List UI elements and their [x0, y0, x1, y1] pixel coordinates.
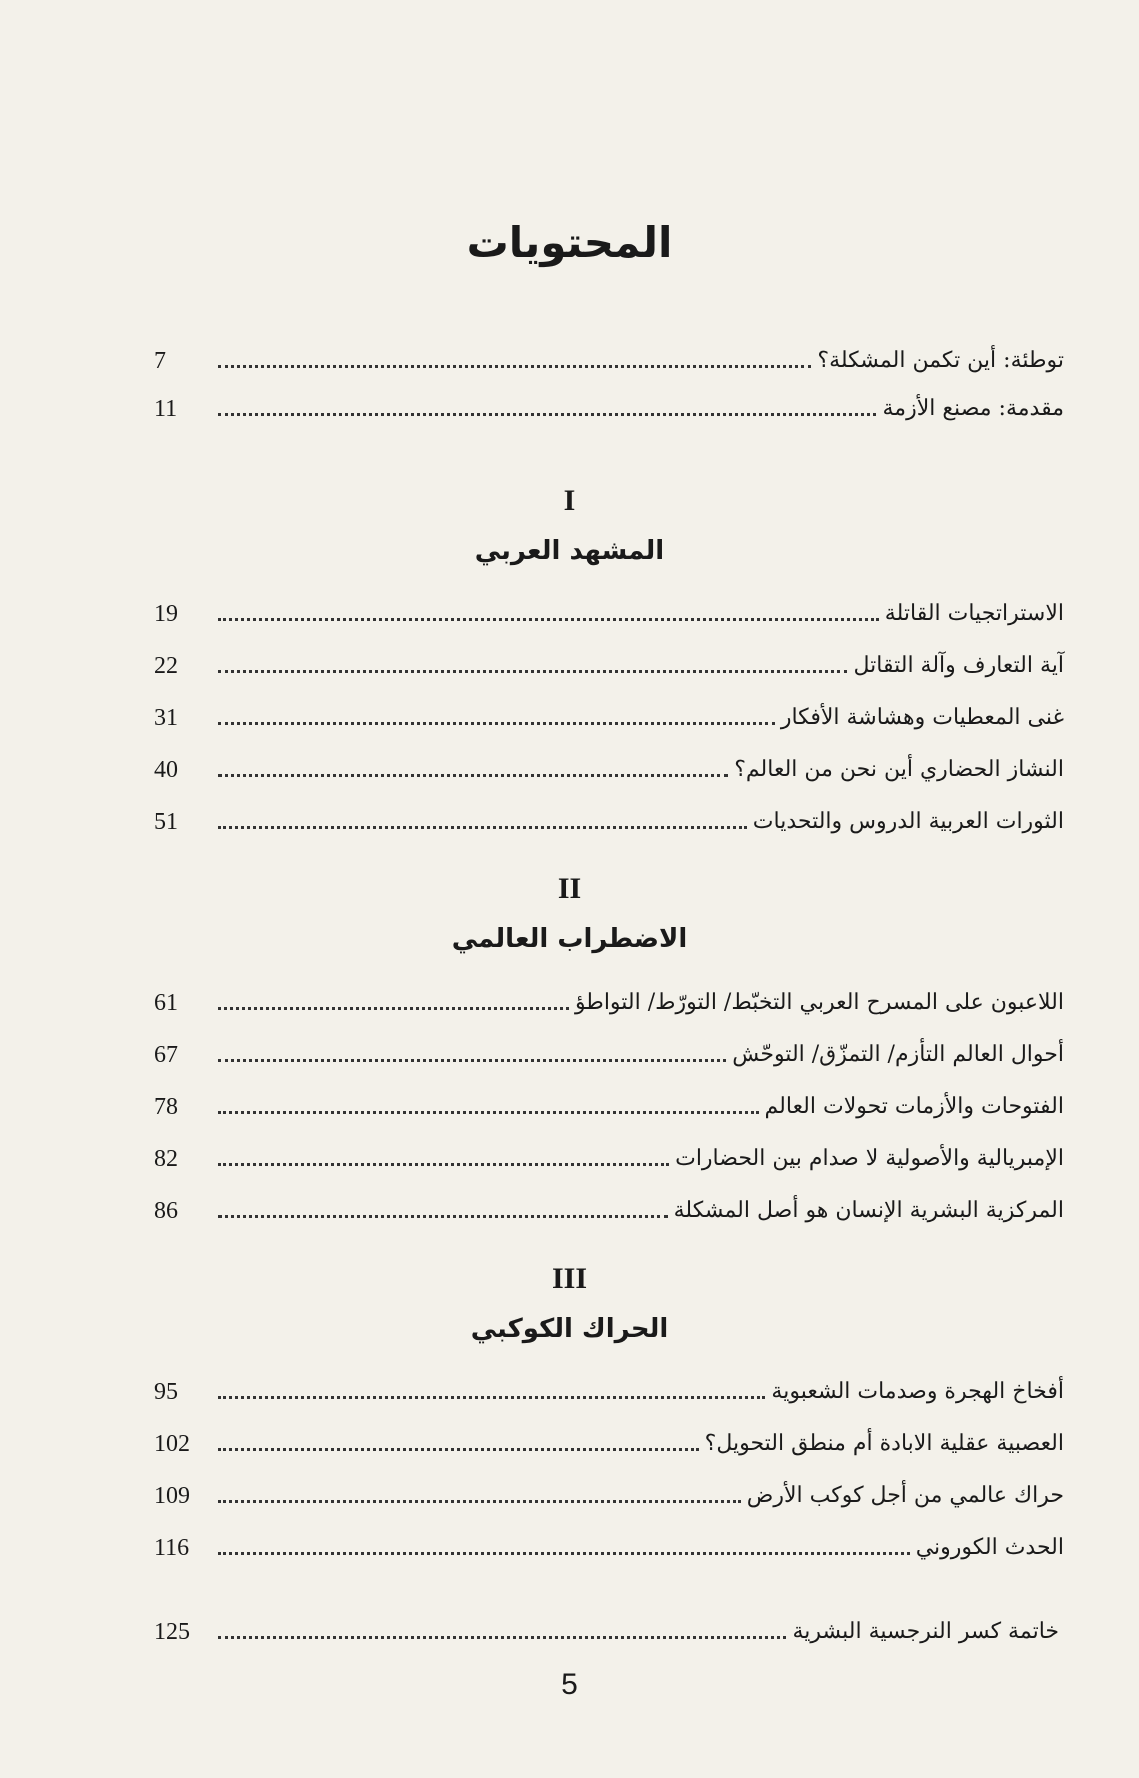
toc-entry-label: الإمبريالية والأصولية لا صدام بين الحضارات — [675, 1146, 1064, 1171]
toc-entry-page: 22 — [154, 653, 178, 679]
toc-entry-label: آية التعارف وآلة التقاتل — [853, 653, 1064, 678]
dot-leader — [218, 413, 876, 416]
toc-entry-label: الاستراتجيات القاتلة — [884, 601, 1064, 626]
toc-entry-conclusion[interactable] — [154, 1606, 1059, 1646]
toc-entry-page: 40 — [154, 757, 178, 783]
toc-entry-page: 116 — [154, 1535, 190, 1561]
toc-entry-label: النشاز الحضاري أين نحن من العالم؟ — [734, 757, 1064, 782]
dot-leader — [218, 670, 847, 673]
dot-leader — [218, 1448, 699, 1451]
toc-entry[interactable] — [154, 588, 1064, 628]
toc-entry-label: غنى المعطيات وهشاشة الأفكار — [780, 705, 1064, 730]
toc-entry-label: الحدث الكوروني — [915, 1535, 1064, 1560]
dot-leader — [218, 1111, 759, 1114]
toc-entry-label: اللاعبون على المسرح العربي التخبّط/ التورّط/ التواطؤ — [574, 990, 1064, 1015]
section-number: I — [563, 484, 576, 517]
toc-entry[interactable] — [154, 1081, 1064, 1121]
toc-entry-page: 86 — [154, 1198, 178, 1224]
dot-leader — [218, 826, 747, 829]
toc-entry-page: 61 — [154, 990, 178, 1016]
toc-entry[interactable] — [154, 1366, 1064, 1406]
section-title: المشهد العربي — [474, 536, 665, 566]
toc-entry-label: الفتوحات والأزمات تحولات العالم — [764, 1094, 1064, 1119]
toc-entry-label: أفخاخ الهجرة وصدمات الشعبوية — [771, 1379, 1064, 1404]
toc-entry-foreword[interactable] — [154, 335, 1064, 375]
dot-leader — [218, 1215, 668, 1218]
toc-entry-page: 67 — [154, 1042, 178, 1068]
dot-leader — [218, 1552, 910, 1555]
toc-entry-label: توطئة: أين تكمن المشكلة؟ — [817, 348, 1064, 373]
dot-leader — [218, 365, 811, 368]
toc-entry[interactable] — [154, 1418, 1064, 1458]
dot-leader — [218, 1396, 765, 1399]
toc-entry[interactable] — [154, 796, 1064, 836]
toc-entry[interactable] — [154, 977, 1064, 1017]
page-number: 5 — [561, 1668, 578, 1701]
toc-entry[interactable] — [154, 1133, 1064, 1173]
toc-entry[interactable] — [154, 1470, 1064, 1510]
toc-entry[interactable] — [154, 744, 1064, 784]
toc-entry-page: 7 — [154, 348, 166, 374]
dot-leader — [218, 1636, 786, 1639]
dot-leader — [218, 1059, 726, 1062]
toc-entry-page: 78 — [154, 1094, 178, 1120]
toc-entry-page: 82 — [154, 1146, 178, 1172]
toc-entry[interactable] — [154, 1029, 1064, 1069]
section-title: الحراك الكوكبي — [470, 1314, 669, 1344]
section-title: الاضطراب العالمي — [451, 924, 688, 954]
toc-entry-page: 95 — [154, 1379, 178, 1405]
section-number: II — [557, 872, 582, 905]
page-title: المحتويات — [466, 218, 673, 267]
toc-entry[interactable] — [154, 692, 1064, 732]
dot-leader — [218, 774, 728, 777]
toc-entry-label: المركزية البشرية الإنسان هو أصل المشكلة — [673, 1198, 1064, 1223]
toc-entry-label: الثورات العربية الدروس والتحديات — [752, 809, 1064, 834]
toc-entry-page: 125 — [154, 1619, 190, 1645]
toc-entry-page: 102 — [154, 1431, 190, 1457]
toc-entry[interactable] — [154, 1522, 1064, 1562]
toc-entry-page: 51 — [154, 809, 178, 835]
section-number: III — [551, 1262, 588, 1295]
toc-entry-page: 31 — [154, 705, 178, 731]
dot-leader — [218, 1007, 569, 1010]
toc-entry-label: حراك عالمي من أجل كوكب الأرض — [746, 1483, 1064, 1508]
toc-entry-label: العصبية عقلية الابادة أم منطق التحويل؟ — [704, 1431, 1064, 1456]
toc-entry-introduction[interactable] — [154, 383, 1064, 423]
toc-entry-page: 11 — [154, 396, 178, 422]
toc-entry[interactable] — [154, 640, 1064, 680]
dot-leader — [218, 722, 775, 725]
dot-leader — [218, 1500, 741, 1503]
toc-entry-label: أحوال العالم التأزم/ التمزّق/ التوحّش — [732, 1042, 1064, 1067]
toc-entry-label: خاتمة كسر النرجسية البشرية — [792, 1619, 1059, 1644]
dot-leader — [218, 1163, 669, 1166]
toc-entry-page: 19 — [154, 601, 178, 627]
toc-entry-label: مقدمة: مصنع الأزمة — [882, 396, 1064, 421]
toc-entry-page: 109 — [154, 1483, 190, 1509]
dot-leader — [218, 618, 879, 621]
toc-entry[interactable] — [154, 1185, 1064, 1225]
